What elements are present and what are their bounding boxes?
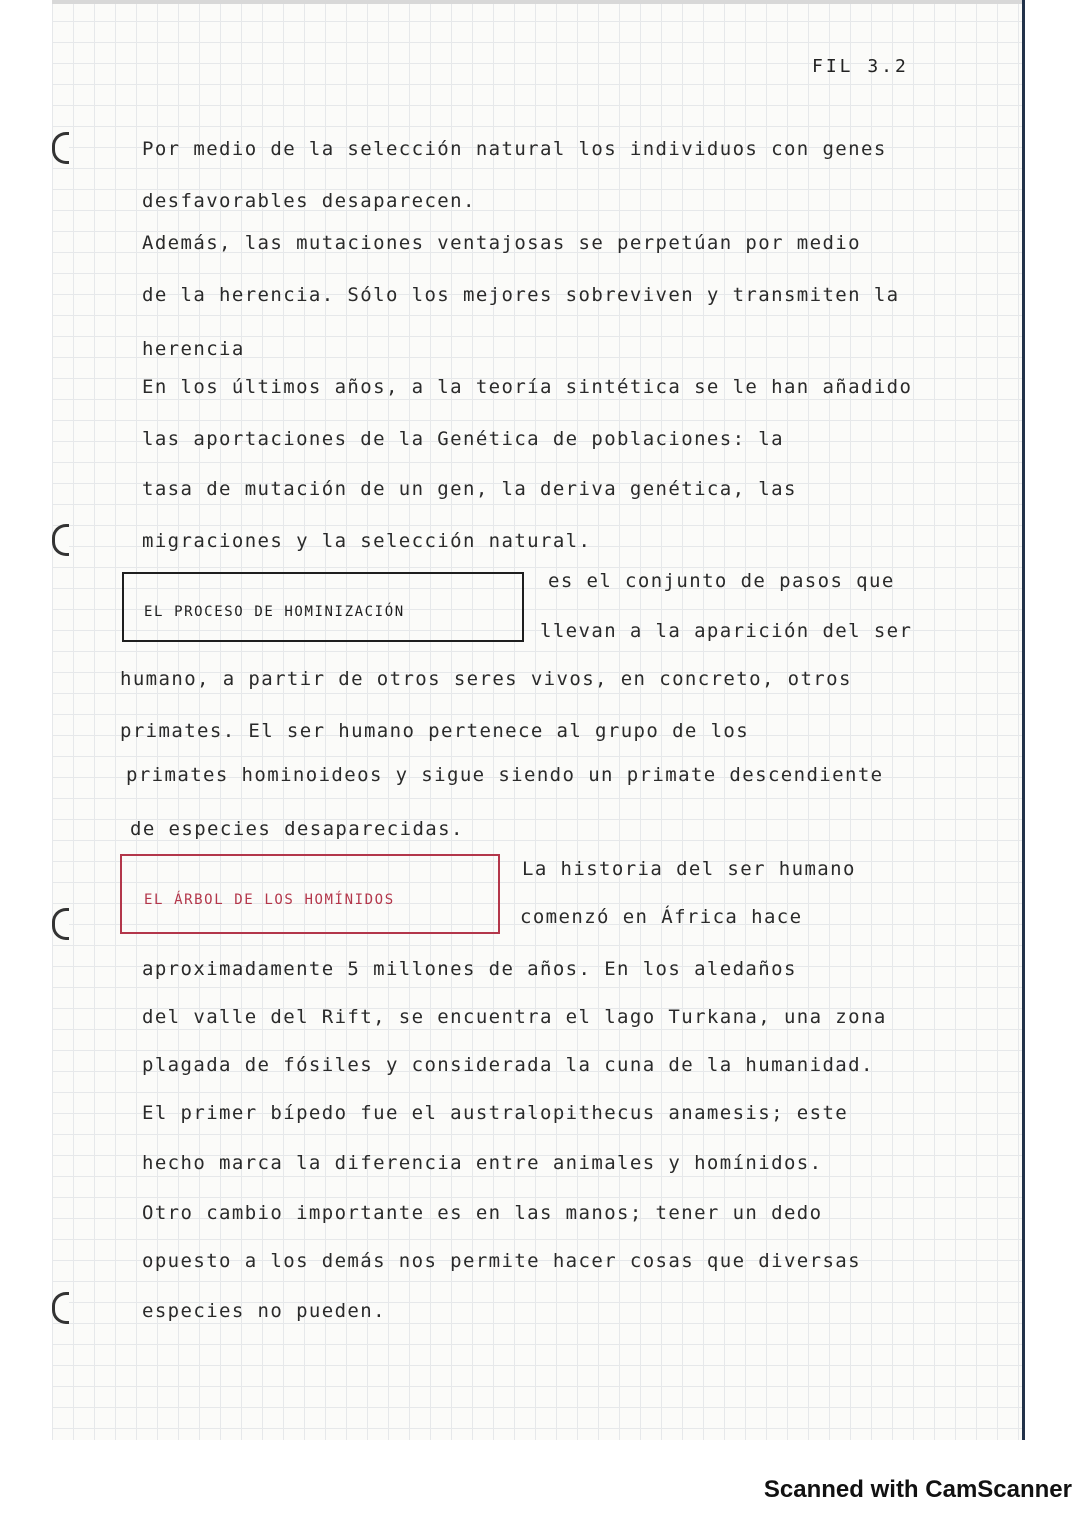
text-line: comenzó en África hace bbox=[520, 906, 803, 928]
text-line: humano, a partir de otros seres vivos, en concreto, otros bbox=[120, 668, 852, 690]
text-line: hecho marca la diferencia entre animales y homínidos. bbox=[142, 1152, 823, 1174]
text-line: de especies desaparecidas. bbox=[130, 818, 464, 840]
text-line: Otro cambio importante es en las manos; tener un dedo bbox=[142, 1202, 823, 1224]
binder-hole bbox=[52, 1292, 69, 1324]
text-line: La historia del ser humano bbox=[522, 858, 856, 880]
text-line: herencia bbox=[142, 338, 245, 360]
text-line: especies no pueden. bbox=[142, 1300, 386, 1322]
page-code: FIL 3.2 bbox=[812, 56, 909, 77]
text-line: Por medio de la selección natural los individuos con genes bbox=[142, 138, 887, 160]
binder-hole bbox=[52, 132, 69, 164]
binder-hole bbox=[52, 908, 69, 940]
text-line: migraciones y la selección natural. bbox=[142, 530, 592, 552]
section-title: EL PROCESO DE HOMINIZACIÓN bbox=[144, 604, 405, 620]
text-line: aproximadamente 5 millones de años. En los aledaños bbox=[142, 958, 797, 980]
text-line: primates. El ser humano pertenece al grupo de los bbox=[120, 720, 750, 742]
text-line: Además, las mutaciones ventajosas se perpetúan por medio bbox=[142, 232, 861, 254]
page-top-edge bbox=[52, 0, 1022, 4]
text-line: del valle del Rift, se encuentra el lago Turkana, una zona bbox=[142, 1006, 887, 1028]
text-line: En los últimos años, a la teoría sintética se le han añadido bbox=[142, 376, 913, 398]
section-title: EL ÁRBOL DE LOS HOMÍNIDOS bbox=[144, 892, 395, 908]
text-line: desfavorables desaparecen. bbox=[142, 190, 476, 212]
text-line: de la herencia. Sólo los mejores sobreviven y transmiten la bbox=[142, 284, 900, 306]
text-line: las aportaciones de la Genética de poblaciones: la bbox=[142, 428, 784, 450]
text-line: primates hominoideos y sigue siendo un primate descendiente bbox=[126, 764, 884, 786]
text-line: plagada de fósiles y considerada la cuna de la humanidad. bbox=[142, 1054, 874, 1076]
binder-hole bbox=[52, 524, 69, 556]
text-line: es el conjunto de pasos que bbox=[548, 570, 895, 592]
page-right-edge bbox=[1022, 0, 1025, 1440]
text-line: llevan a la aparición del ser bbox=[540, 620, 913, 642]
text-line: opuesto a los demás nos permite hacer cosas que diversas bbox=[142, 1250, 861, 1272]
scanner-watermark: Scanned with CamScanner bbox=[763, 1476, 1072, 1503]
text-line: tasa de mutación de un gen, la deriva genética, las bbox=[142, 478, 797, 500]
text-line: El primer bípedo fue el australopithecus anamesis; este bbox=[142, 1102, 849, 1124]
